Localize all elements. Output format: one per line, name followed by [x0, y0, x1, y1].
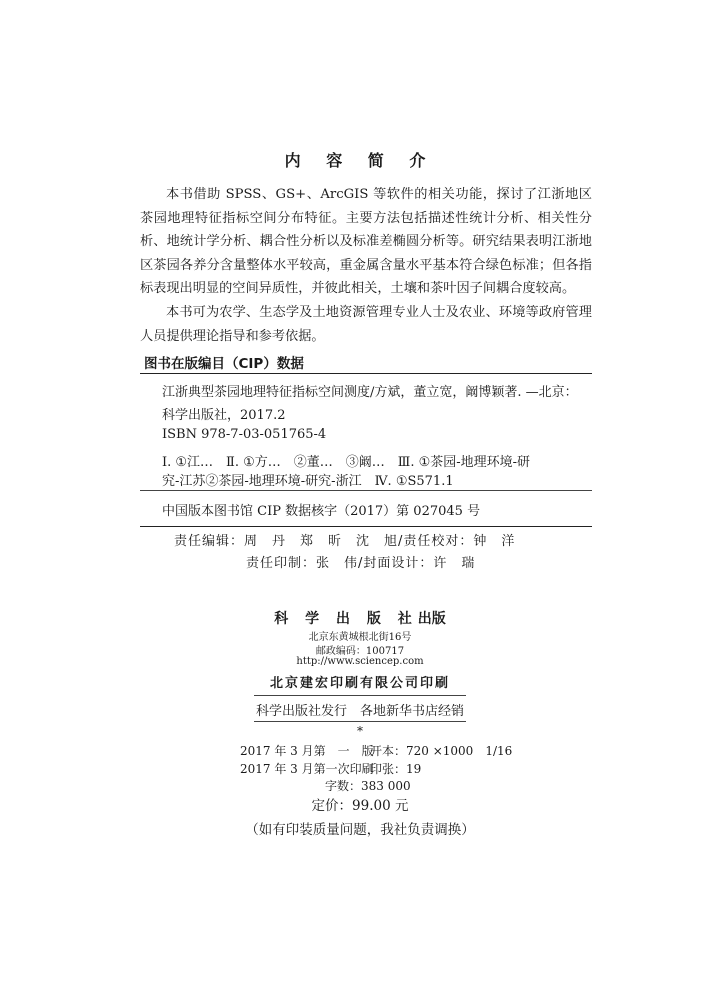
- publisher-address: 北京东黄城根北街16号: [308, 632, 412, 643]
- distribution-bottom-rule: [254, 721, 466, 722]
- quality-notice: （如有印装质量问题，我社负责调换）: [245, 822, 475, 838]
- cip-heading: 图书在版编目（CIP）数据: [144, 356, 304, 372]
- printer-name: 北京建宏印刷有限公司印刷: [269, 676, 450, 691]
- distribution-top-rule: [254, 695, 466, 696]
- publisher-name-text: 科 学 出 版 社: [274, 611, 418, 627]
- sheets-info: 印张：19: [370, 762, 422, 776]
- printing-info: 2017 年 3 月第一次印刷: [240, 762, 374, 776]
- production-credits: 责任印制：张 伟/封面设计：许 瑞: [246, 556, 476, 571]
- summary-body: [140, 183, 592, 348]
- publisher-name: [0, 608, 720, 628]
- format-info: 开本：720 ×1000 1/16: [370, 744, 513, 758]
- cip-divider: [140, 490, 592, 491]
- word-count: 字数：383 000: [325, 779, 411, 793]
- cip-isbn: ISBN 978-7-03-051765-4: [162, 427, 327, 442]
- cip-record-number: 中国版本图书馆 CIP 数据核字（2017）第 027045 号: [162, 504, 481, 519]
- cip-block: [140, 373, 592, 527]
- summary-paragraph: 本书可为农学、生态学及土地资源管理专业人士及农业、环境等政府管理人员提供理论指导和参考依据。: [140, 304, 592, 344]
- cip-title-line: 江浙典型茶园地理特征指标空间测度/方斌，董立宽，阚博颖著. —北京：: [162, 385, 578, 400]
- distribution-line: 科学出版社发行 各地新华书店经销: [255, 704, 464, 719]
- cip-classification-line: Ⅰ. ①江… Ⅱ. ①方… ②董… ③阚… Ⅲ. ①茶园-地理环境-研: [162, 455, 531, 470]
- summary-paragraph: 本书借助 SPSS、GS+、ArcGIS 等软件的相关功能，探讨了江浙地区茶园地理特征指标空间分布特征。主要方法包括描述性统计分析、相关性分析、地统计学分析、耦合性分析以及标准差椭圆分析等。研究结果表明江浙地区茶园各养分含量整体水平较高，重金属含量水平基本符合绿色标准；但各指标表现出明显的空间异质性，并彼此相关，土壤和茶叶因子间耦合度较高。: [140, 187, 592, 297]
- cip-publisher-line: 科学出版社，2017.2: [162, 408, 286, 423]
- cip-classification-line: 究-江苏②茶园-地理环境-研究-浙江 Ⅳ. ①S571.1: [162, 474, 454, 489]
- edition-info: 2017 年 3 月第 一 版: [240, 744, 374, 758]
- publisher-postcode: 邮政编码：100717: [315, 646, 405, 657]
- price: 定价：99.00 元: [311, 798, 409, 814]
- summary-title: 内 容 简 介: [284, 151, 436, 170]
- publisher-suffix: 出版: [417, 611, 446, 627]
- separator-star: *: [357, 724, 363, 738]
- publisher-url: http://www.sciencep.com: [296, 656, 424, 667]
- editor-credits: 责任编辑：周 丹 郑 昕 沈 旭/责任校对：钟 洋: [174, 534, 516, 549]
